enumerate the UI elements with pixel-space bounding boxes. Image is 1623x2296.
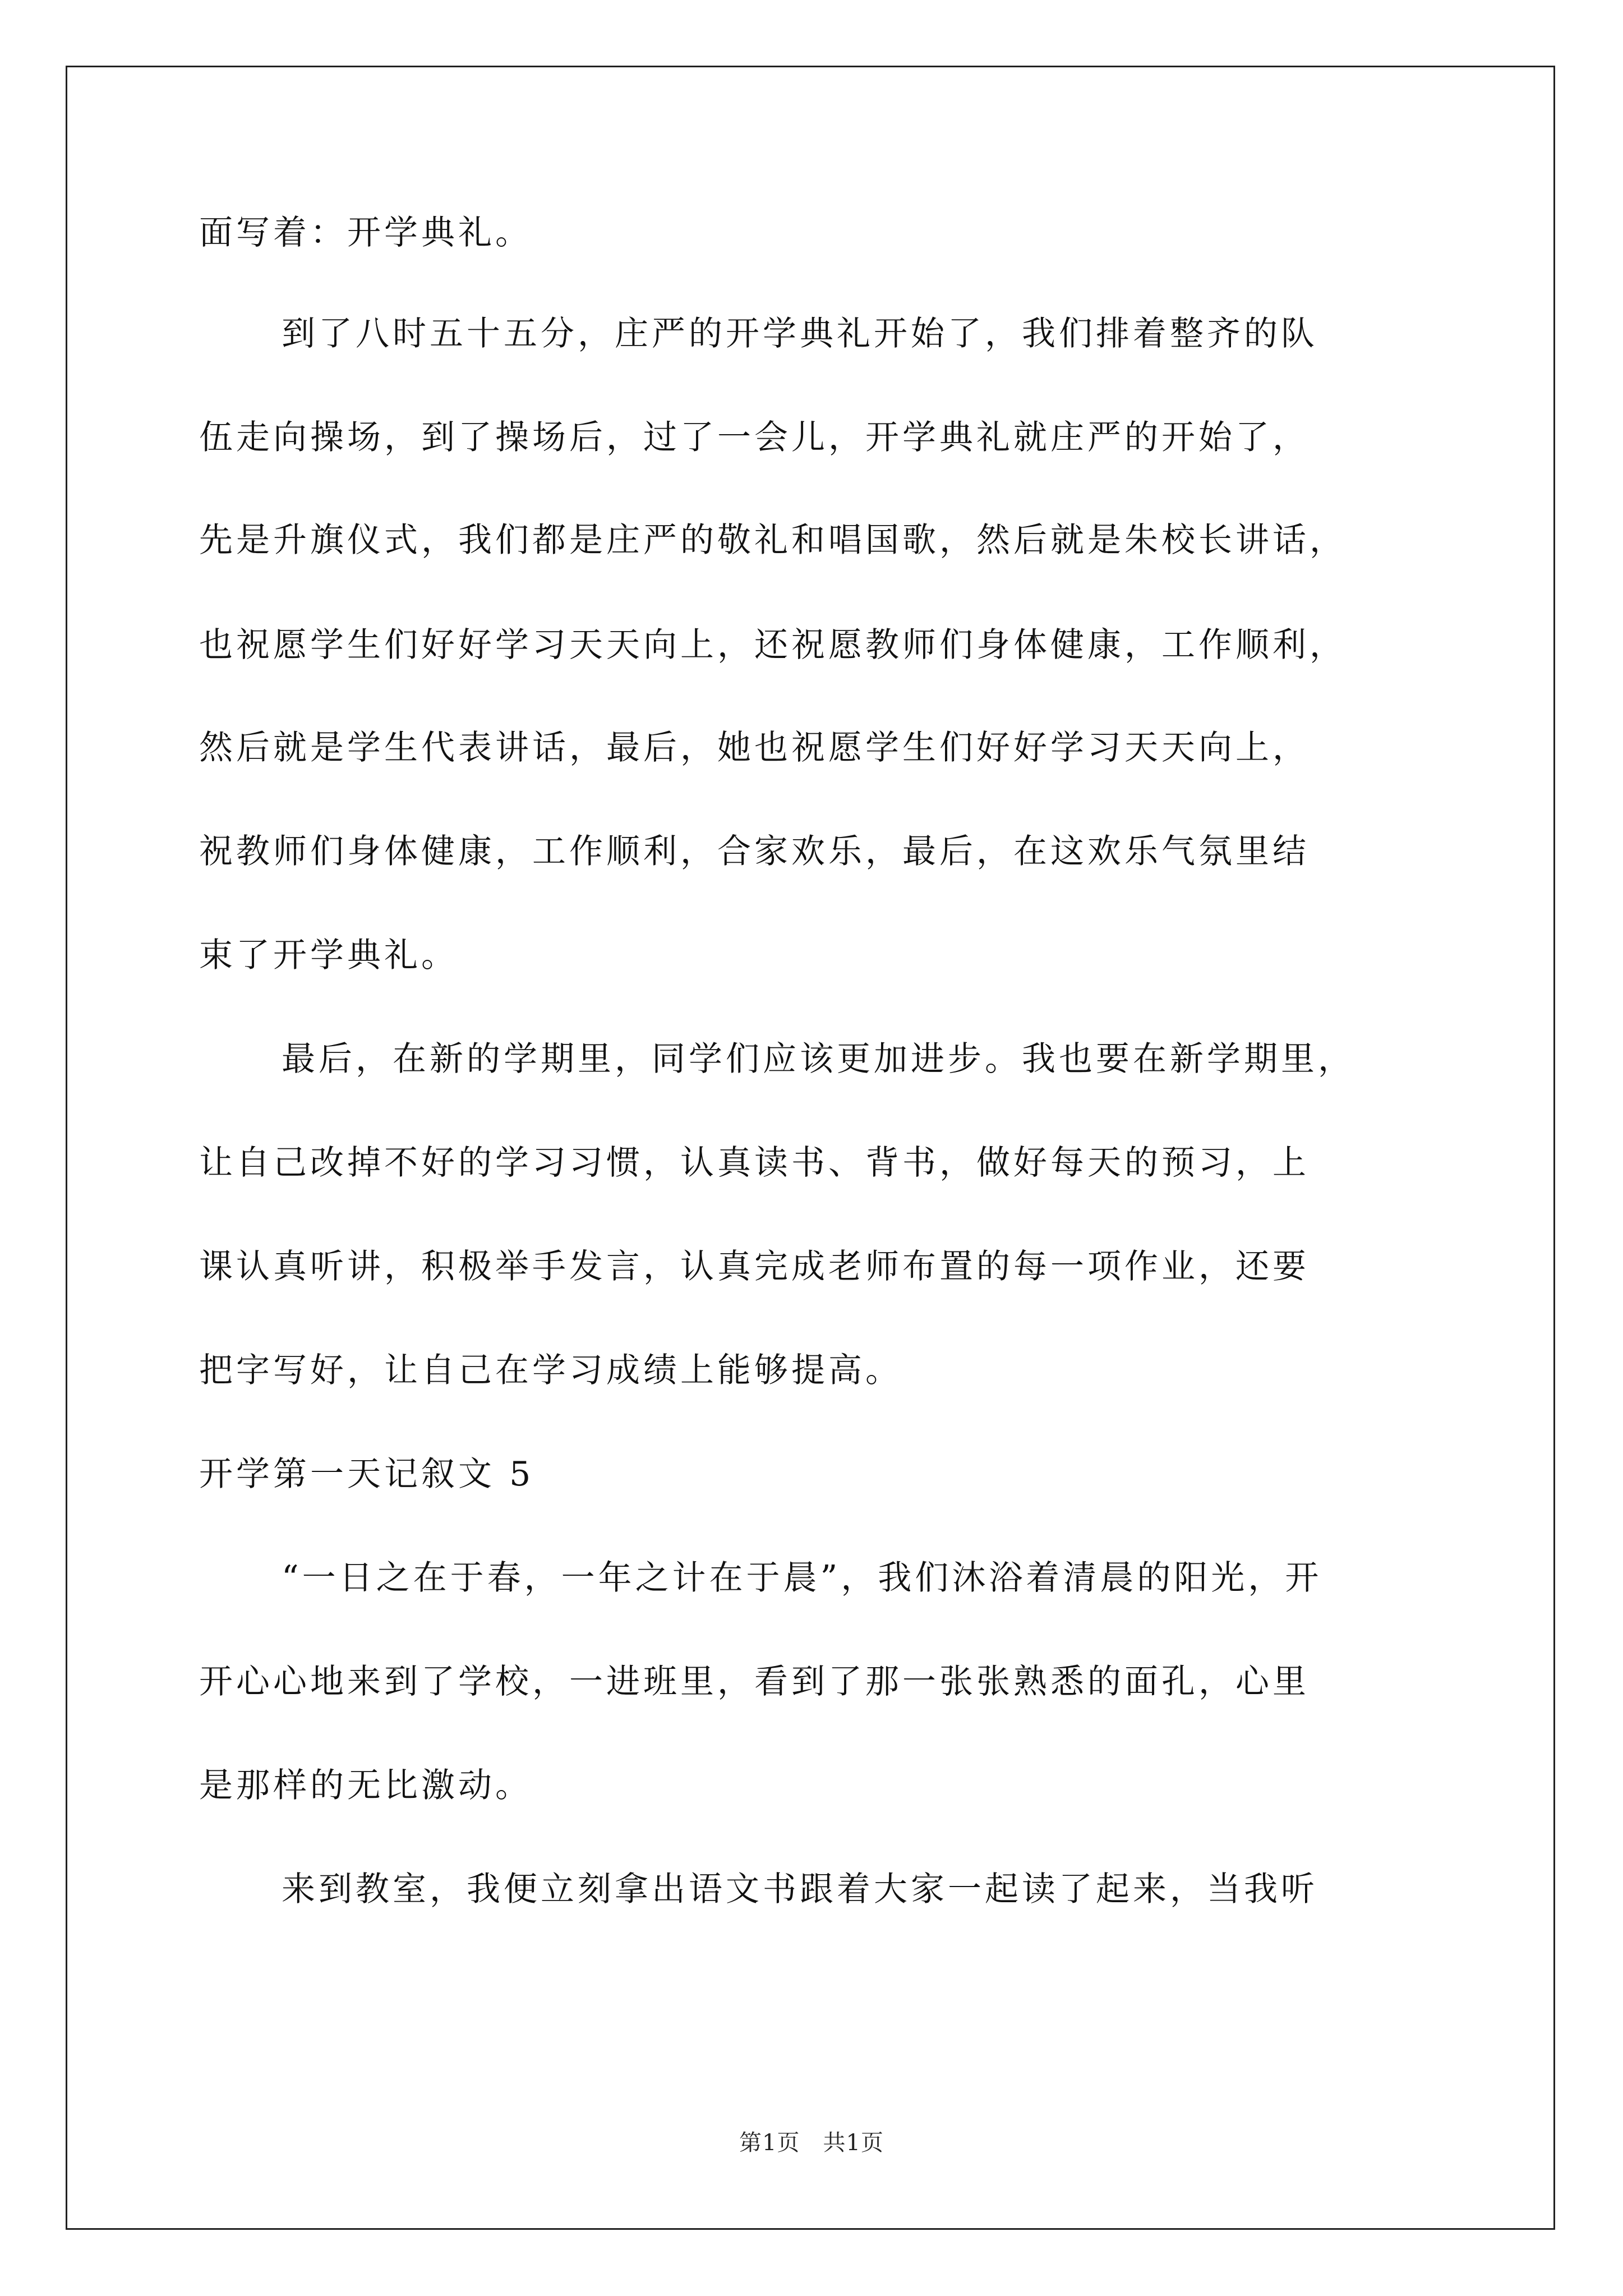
text-line: 把字写好，让自己在学习成绩上能够提高。 xyxy=(199,1351,902,1390)
text-line: 让自己改掉不好的学习习惯，认真读书、背书，做好每天的预习，上 xyxy=(199,1143,1310,1182)
text-line: 祝教师们身体健康，工作顺利，合家欢乐，最后，在这欢乐气氛里结 xyxy=(199,832,1310,871)
paragraph-start: 最后，在新的学期里，同学们应该更加进步。我也要在新学期里， xyxy=(282,1039,1355,1079)
paragraph-start: 到了八时五十五分，庄严的开学典礼开始了，我们排着整齐的队 xyxy=(282,314,1318,353)
text-line: 开心心地来到了学校，一进班里，看到了那一张张熟悉的面孔，心里 xyxy=(199,1662,1310,1701)
text-line: 课认真听讲，积极举手发言，认真完成老师布置的每一项作业，还要 xyxy=(199,1247,1310,1286)
text-line: 束了开学典礼。 xyxy=(199,936,458,975)
section-heading: 开学第一天记叙文 5 xyxy=(199,1455,534,1494)
text-line: 是那样的无比激动。 xyxy=(199,1766,532,1805)
text-line: 先是升旗仪式，我们都是庄严的敬礼和唱国歌，然后就是朱校长讲话， xyxy=(199,521,1347,560)
page-footer: 第1页 共1页 xyxy=(739,2130,884,2156)
text-line: 伍走向操场，到了操场后，过了一会儿，开学典礼就庄严的开始了， xyxy=(199,418,1310,457)
text-line: 面写着：开学典礼。 xyxy=(199,213,532,252)
text-line: 也祝愿学生们好好学习天天向上，还祝愿教师们身体健康，工作顺利， xyxy=(199,625,1347,665)
paragraph-start: “一日之在于春，一年之计在于晨”，我们沐浴着清晨的阳光，开 xyxy=(282,1558,1322,1598)
paragraph-start: 来到教室，我便立刻拿出语文书跟着大家一起读了起来，当我听 xyxy=(282,1870,1318,1909)
text-line: 然后就是学生代表讲话，最后，她也祝愿学生们好好学习天天向上， xyxy=(199,728,1310,767)
